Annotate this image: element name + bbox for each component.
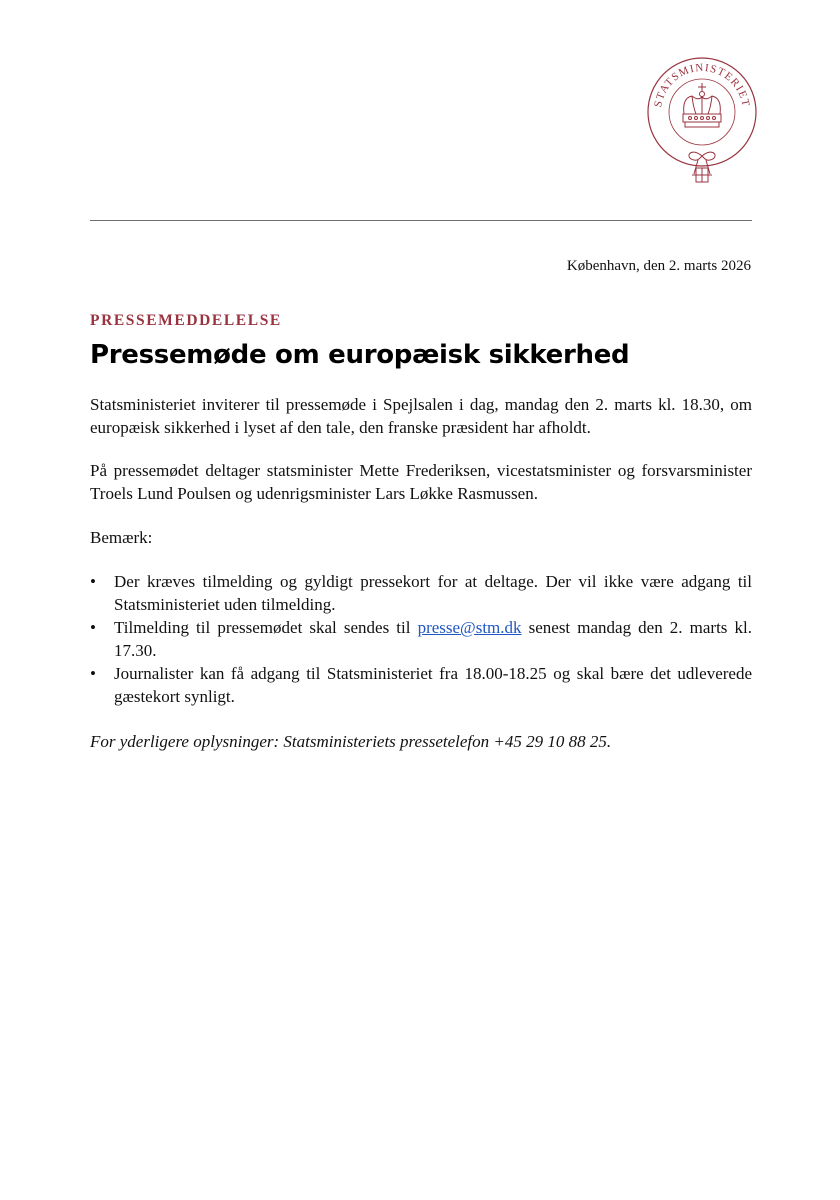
press-email-link[interactable]: presse@stm.dk — [417, 618, 522, 637]
ribbon-cross-icon — [689, 152, 715, 182]
list-item — [114, 616, 752, 662]
list-item — [114, 662, 752, 708]
statsministeriet-seal-logo — [646, 56, 758, 192]
list-item-text: Tilmelding til pressemødet skal sendes til — [114, 618, 418, 637]
list-item-text: senest mandag den 2. marts kl. 17.30. — [114, 618, 752, 660]
crown-icon — [683, 83, 721, 127]
list-item-text: Der kræves tilmelding og gyldigt pressekort for at deltage. Der vil ikke være adgang til Statsministeriet uden tilmelding. — [114, 572, 752, 614]
header-divider — [90, 220, 752, 221]
list-item-text: Journalister kan få adgang til Statsministeriet fra 18.00-18.25 og skal bære det udleverede gæstekort synligt. — [114, 664, 752, 706]
list-item — [114, 570, 752, 616]
participants-paragraph: På pressemødet deltager statsminister Mette Frederiksen, vicestatsminister og forsvarsminister Troels Lund Poulsen og udenrigsminister Lars Løkke Rasmussen. — [90, 461, 752, 503]
contact-info: For yderligere oplysninger: Statsministeriets pressetelefon +45 29 10 88 25. — [90, 732, 612, 751]
note-heading: Bemærk: — [90, 528, 153, 547]
intro-paragraph: Statsministeriet inviterer til pressemøde i Spejlsalen i dag, mandag den 2. marts kl. 18.30, om europæisk sikkerhed i lyset af den tale, den franske præsident har afholdt. — [90, 395, 752, 437]
dateline: København, den 2. marts 2026 — [566, 258, 751, 274]
press-release-body — [90, 393, 752, 774]
svg-text:STATSMINISTERIET: STATSMINISTERIET — [652, 61, 752, 109]
notes-list — [90, 570, 752, 708]
document-type-label: PRESSEMEDDELELSE — [90, 312, 282, 329]
press-release-title: Pressemøde om europæisk sikkerhed — [90, 340, 630, 370]
